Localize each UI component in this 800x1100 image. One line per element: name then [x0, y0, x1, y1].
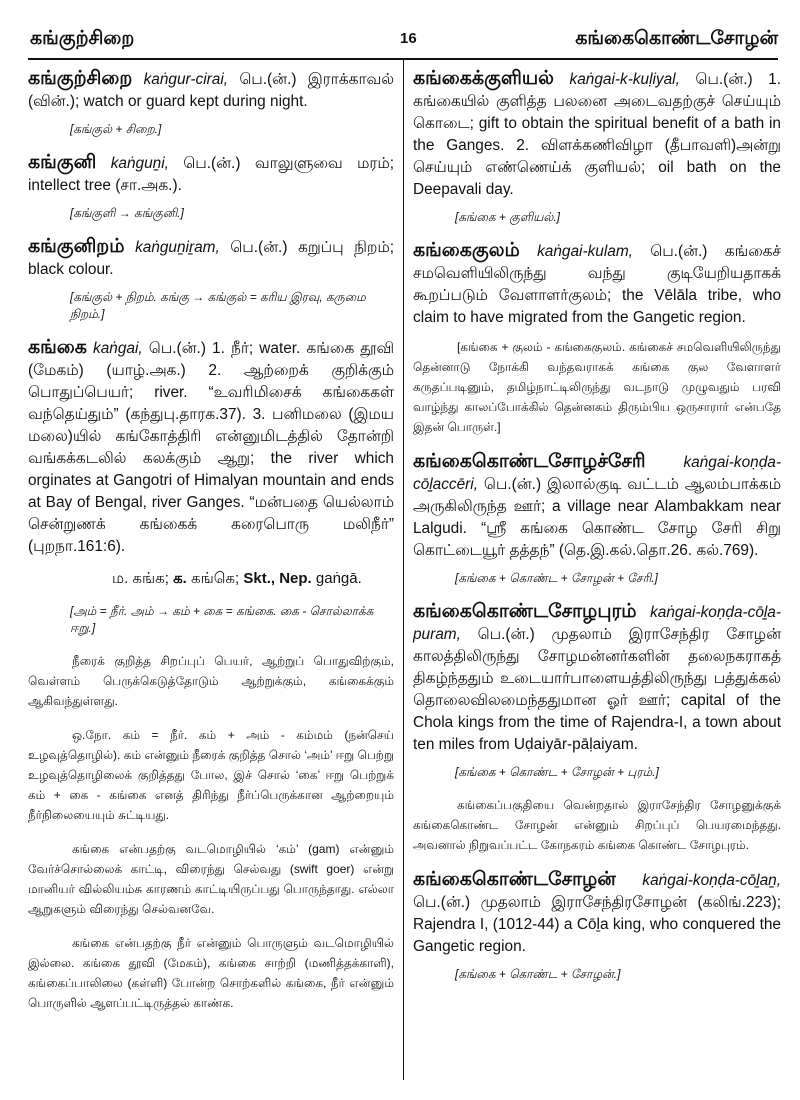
- entry-kanguni: [28, 152, 394, 197]
- etymology: [கங்கை + கொண்ட + சோழன் + சேரி.]: [455, 571, 658, 585]
- entry-kangaikulam: [413, 240, 781, 329]
- transliteration: kaṅgai-koṇḍa-cōḻa-puram,: [413, 604, 781, 643]
- headword: கங்குனி: [28, 152, 97, 173]
- entry-kangaikondacolacceri: [413, 451, 781, 562]
- headword: கங்கைக்குளியல்: [413, 68, 554, 89]
- transliteration: kaṅgai-kulam,: [537, 243, 633, 260]
- right-column: [413, 68, 781, 997]
- transliteration: kaṅguṉi,: [110, 155, 169, 172]
- etymology: [அம் = நீர். அம் → கம் + கை = கங்கை. கை - சொல்லாக்க ஈறு.]: [70, 604, 374, 635]
- left-column: [28, 68, 394, 1027]
- transliteration: kaṅgai-k-kuḷiyal,: [569, 71, 680, 88]
- cognate-sanskrit: gaṅgā.: [311, 570, 362, 587]
- definition: பெ.(ன்.) இலால்குடி வட்டம் ஆலம்பாக்கம் அருகிலிருந்த ஊர்; a village near Alambakkam near Lalgudi. “ஸ்ரீ கங்கை கொண்ட சோழ சேரி சிறு கொட்டையூர் தத்தந்” (தெ.இ.கல்.தொ.26. கல்.769).: [413, 476, 781, 559]
- headword: கங்கைகொண்டசோழபுரம்: [413, 601, 637, 622]
- entry-kangaikondacolapuram: [413, 601, 781, 756]
- headword: கங்கைகுலம்: [413, 240, 520, 261]
- page-number: 16: [400, 30, 417, 47]
- definition: பெ.(ன்.) 1. நீர்; water. கங்கை தூவி (மேகம்) (யாழ்.அக.) 2. ஆற்றைக் குறிக்கும் பொதுப்பெயர்; river. “உவரிமிசைக் கங்கைகள் வந்தெய்தும்” (கந்துபு.தாரக.37). 3. பனிமலை (இமய மலை)யில் கங்கோத்திரி என்னுமிடத்தில் தோன்றி வங்கக்கடலில் கலக்கும் ஆறு; the river which orginates at Gangotri of Himalyan mountain and ends at Bay of Bengal, river Ganges. “மன்பதை யெல்லாம் சென்றுணக் கங்கைக் கரைபொரு மலிநீர்” (புறநா.161:6).: [28, 340, 394, 555]
- header-guide-word-left: கங்குற்சிறை: [30, 28, 135, 49]
- entry-kangurcirai: [28, 68, 394, 113]
- note-paragraph: கங்கைப்பகுதியை வென்றதால் இராசேந்திர சோழனுக்குக் கங்கைகொண்ட சோழன் என்னும் சிறப்புப் பெயரமைந்தது. அவனால் நிறுவப்பட்ட கோநகரம் கங்கை கொண்ட சோழபுரம்.: [413, 798, 781, 852]
- definition: பெ.(ன்.) வாலுளுவை மரம்; intellect tree (சா.அக.).: [28, 155, 394, 194]
- etymology: [கங்குளி → கங்குனி.]: [70, 206, 184, 220]
- headword: கங்குனிறம்: [28, 236, 125, 257]
- header-guide-word-right: கங்கைகொண்டசோழன்: [575, 28, 778, 49]
- headword: கங்கை: [28, 337, 87, 358]
- entry-kangaikkuliyal: [413, 68, 781, 201]
- etymology: [கங்குல் + நிறம். கங்கு → கங்குல் = கரிய இரவு, கருமை நிறம்.]: [70, 290, 366, 321]
- definition: பெ.(ன்.) கங்கைச் சமவெளியிலிருந்து வந்து குடியேறியதாகக் கூறப்படும் வேளாளர்குலம்; the Vēlāla tribe, who claim to have migrated from the Gangetic region.: [413, 243, 782, 326]
- definition: பெ.(ன்.) 1. கங்கையில் குளித்த பலனை அடைவதற்குச் செய்யும் கொடை; gift to obtain the spiritual benefit of a bath in the Ganges. 2. விளக்கணிவிழா (தீபாவளி)அன்று செய்யும் எண்ணெய்க் குளியல்; oil bath on the Deepavali day.: [413, 71, 781, 198]
- etymology-note: [கங்கை + குலம் - கங்கைகுலம். கங்கைச் சமவெளியிலிருந்து தென்னாடு நோக்கி வந்தவராகக் கங்கை குல வேளாளர் கருதப்படினும், தமிழ்நாட்டிலிருந்து வடநாடு முழுவதும் பரவி வாழ்ந்து காலப்போக்கில் தென்னகம் திரும்பிய ஒருசாரார் என்பதே இதன் பொருள்.]: [413, 340, 781, 434]
- definition: பெ.(ன்.) முதலாம் இராசேந்திரசோழன் (கலிங்.223); Rajendra I, (1012-44) a Cōḻa king, who conquered the Gangetic region.: [413, 894, 781, 955]
- transliteration: kaṅgai-koṇḍa-cōḻaccēri,: [413, 454, 781, 493]
- cognate-kannada: கங்கெ;: [186, 570, 244, 587]
- cognate-lang-sanskrit: Skt., Nep.: [243, 570, 312, 587]
- etymology: [கங்கை + குளியல்.]: [455, 210, 561, 224]
- entry-kangaikondacolan: [413, 869, 781, 958]
- column-divider: [403, 60, 404, 1080]
- transliteration: kaṅgai-koṇḍa-cōḻaṉ,: [642, 872, 781, 889]
- transliteration: kaṅguṉiṟam,: [135, 239, 220, 256]
- headword: கங்கைகொண்டசோழன்: [413, 869, 616, 890]
- transliteration: kaṅgai,: [93, 340, 143, 357]
- definition: பெ.(ன்.) இராக்காவல் (வின்.); watch or guard kept during night.: [28, 71, 394, 110]
- etymology: [கங்குல் + சிறை.]: [70, 122, 162, 136]
- entry-kanguniram: [28, 236, 394, 281]
- definition: பெ.(ன்.) முதலாம் இராசேந்திர சோழன் காலத்திலிருந்து சோழமன்னர்களின் தலைநகராகத் திகழ்ந்ததும் உடையார்பாளையத்திலிருந்து பத்துக்கல் தொலைவிலமைந்ததுமான ஓர் ஊர்; capital of the Chola kings from the time of Rajendra-I, a town about ten miles from Uḍaiyār-pāḷaiyam.: [413, 626, 781, 753]
- cognates: [28, 570, 394, 589]
- note-paragraph: கங்கை என்பதற்கு வடமொழியில் ‘கம்’ (gam) என்னும் வேர்ச்சொல்லைக் காட்டி, விரைந்து செல்வது (swift goer) என்று மானியர் வில்லியம்சு காரணம் காட்டியிருப்பது பொருந்தாது. எல்லா ஆறுகளும் விரைந்து செல்வனவே.: [28, 842, 394, 916]
- note-paragraph: நீரைக் குறித்த சிறப்புப் பெயர், ஆற்றுப் பொதுவிற்கும், வெள்ளம் பெருக்கெடுத்தோடும் ஆற்றுக்கும், கங்கைக்கும் ஆகிவந்துள்ளது.: [28, 654, 394, 708]
- page-header: [30, 28, 778, 60]
- etymology: [கங்கை + கொண்ட + சோழன் + புரம்.]: [455, 765, 659, 779]
- etymology: [கங்கை + கொண்ட + சோழன்.]: [455, 967, 621, 981]
- definition: பெ.(ன்.) கறுப்பு நிறம்; black colour.: [28, 239, 394, 278]
- entry-kangai: [28, 337, 394, 558]
- cognate-lang-kannada: க.: [173, 570, 187, 587]
- headword: கங்குற்சிறை: [28, 68, 133, 89]
- note-paragraph: ஒ.நோ. கம் = நீர். கம் + அம் - கம்மம் (நன்செய் உழவுத்தொழில்). கம் என்னும் நீரைக் குறித்த சொல் ‘அம்’ ஈறு பெற்று உழவுத்தொழிலைக் குறித்தது போல, இச் சொல் ‘கை’ ஈறு பெற்றுக் கம் + கை - கங்கை எனத் திரிந்து நீர்ப்பெருக்கான ஆற்றையும் நீர்நிலையையும் சுட்டியது.: [28, 728, 394, 822]
- note-paragraph: கங்கை என்பதற்கு நீர் என்னும் பொருளும் வடமொழியில் இல்லை. கங்கை தூவி (மேகம்), கங்கை சாற்றி (மணித்தக்காளி), கங்கைப்பாலிலை (கள்ளி) போன்ற சொற்களில் கங்கை, நீர் என்னும் பொருளில் ஆளப்பட்டிருத்தல் காண்க.: [28, 936, 394, 1010]
- headword: கங்கைகொண்டசோழச்சேரி: [413, 451, 646, 472]
- transliteration: kaṅgur-cirai,: [143, 71, 229, 88]
- cognate-malayalam: ம. கங்க;: [112, 570, 174, 587]
